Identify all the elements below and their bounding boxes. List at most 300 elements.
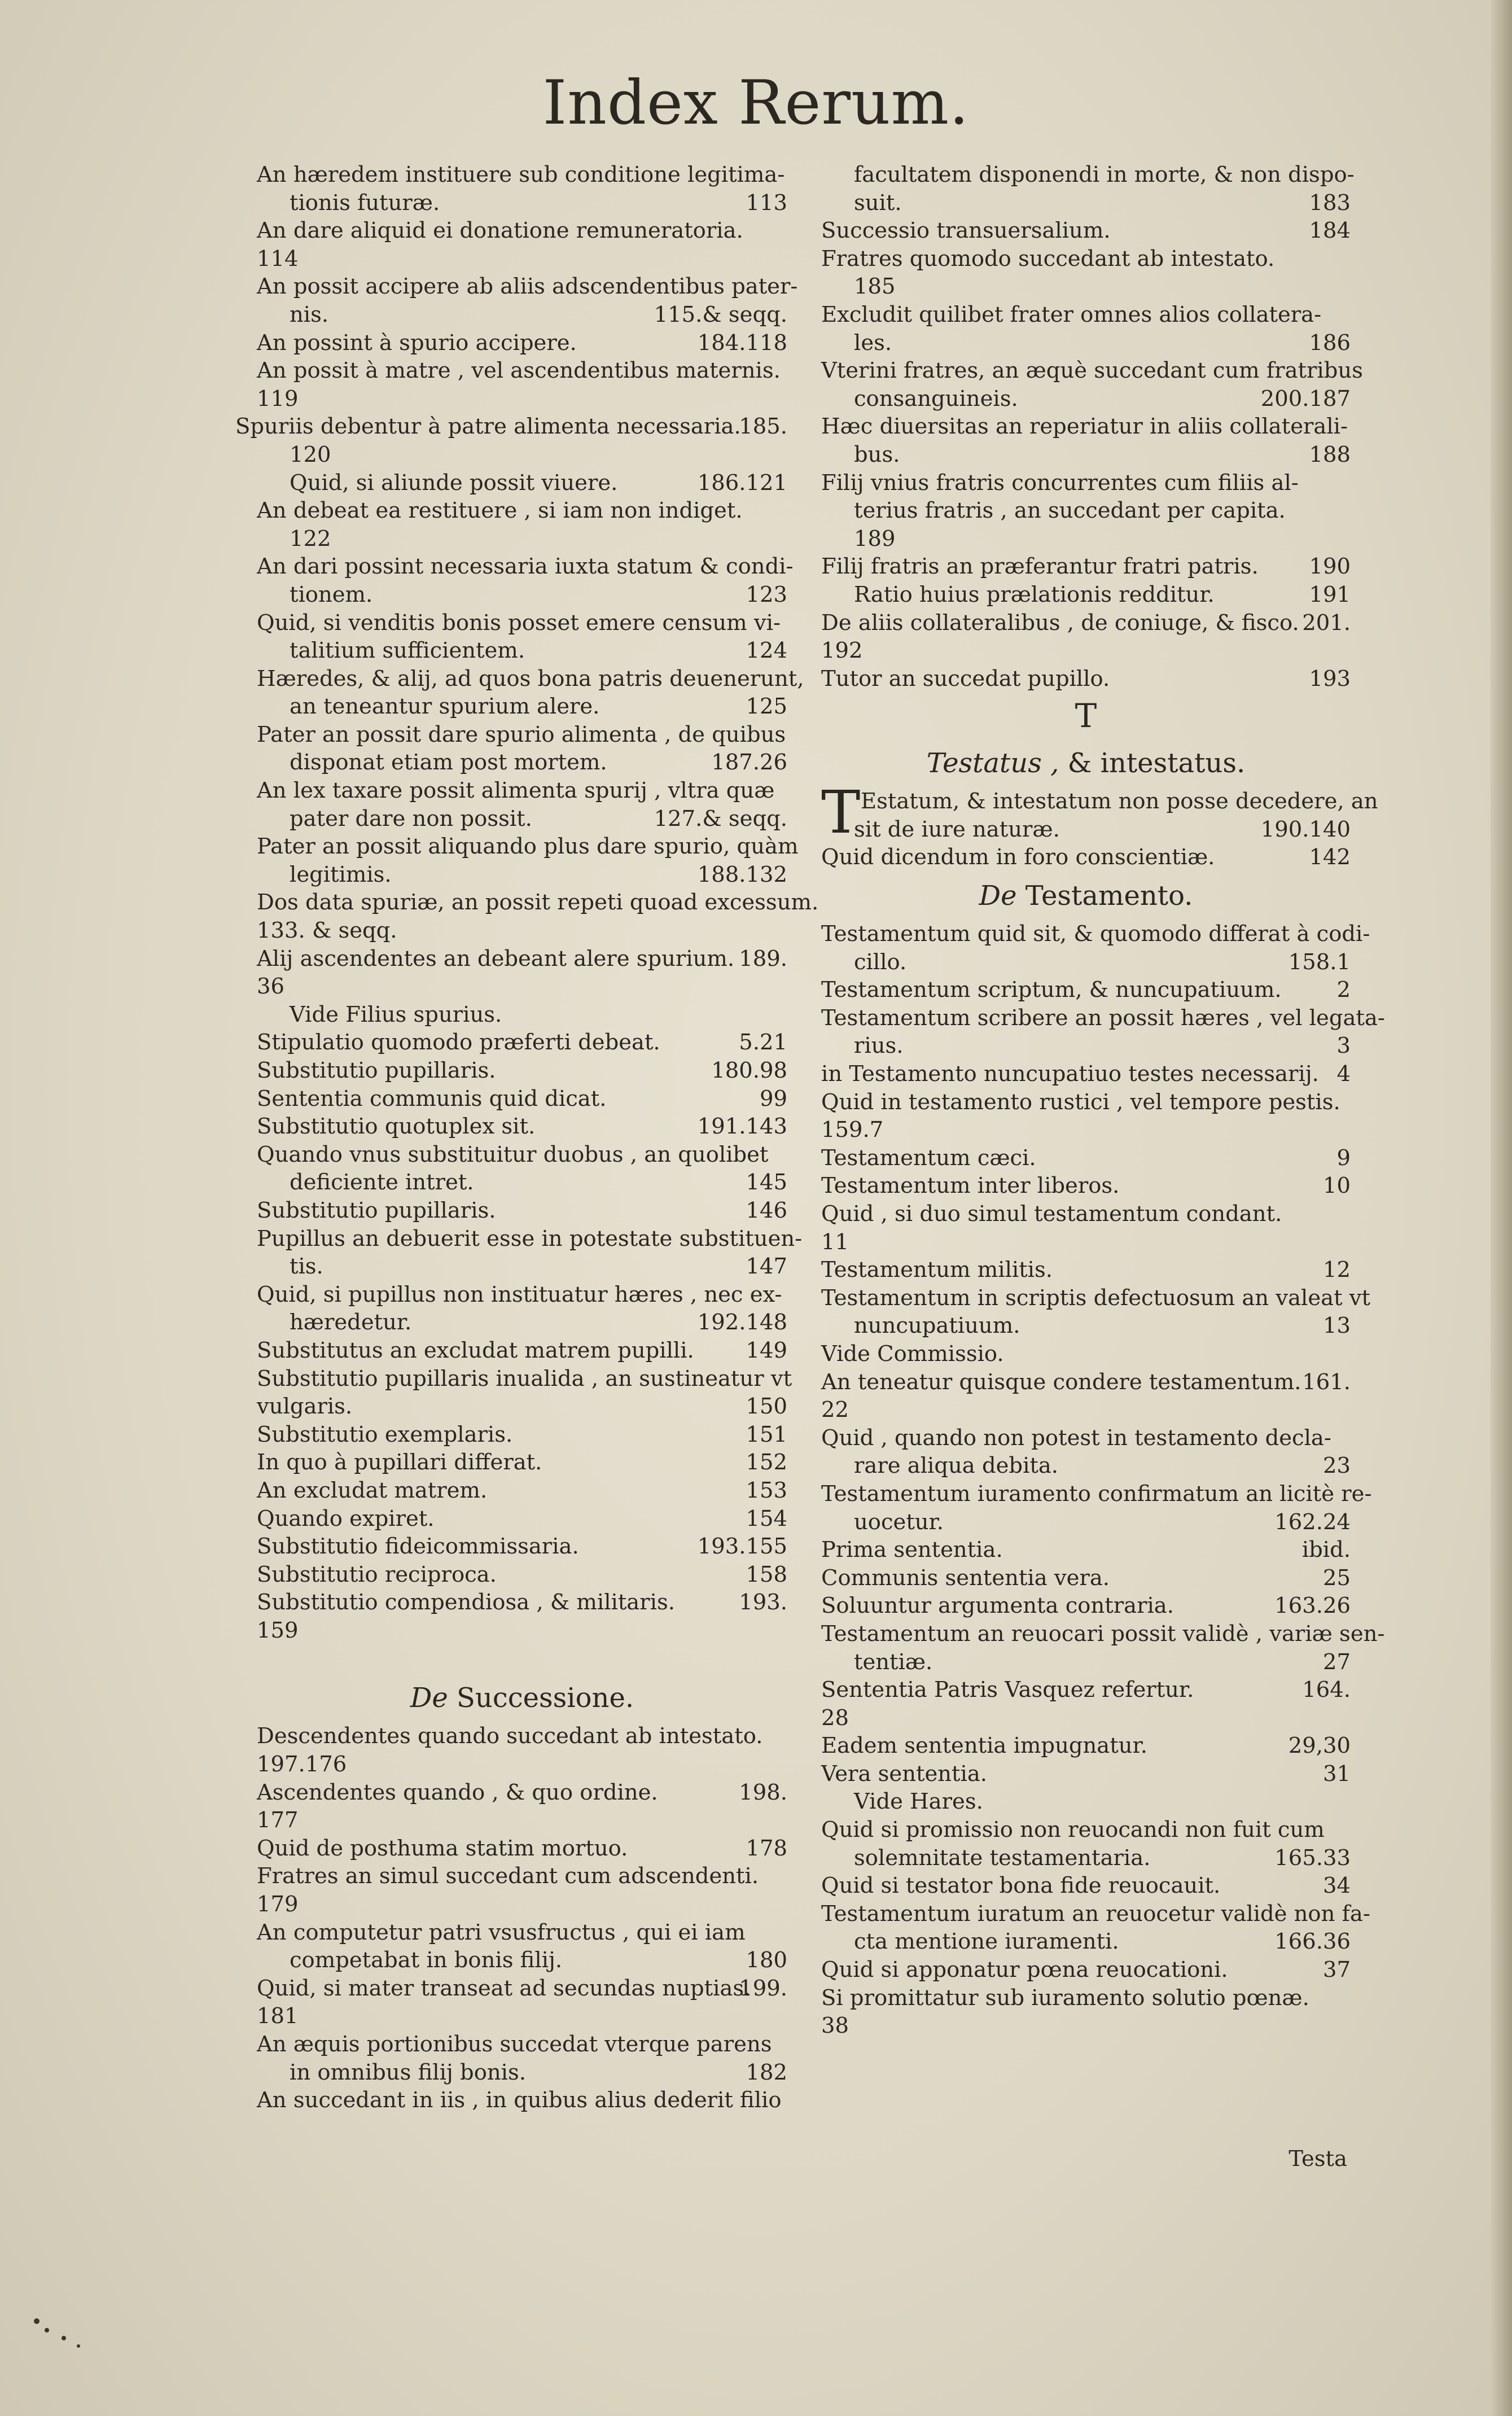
index-entry	[821, 1648, 1351, 1677]
index-entry	[821, 1788, 1351, 1816]
index-entry	[821, 1928, 1351, 1956]
entry-text: Vterini fratres, an æquè succedant cum fratribus	[821, 358, 1363, 384]
section-heading	[821, 739, 1351, 787]
entry-text: De aliis collateralibus , de coniuge, & fisco.	[821, 610, 1299, 636]
index-entry	[257, 721, 787, 749]
index-entry	[821, 1872, 1351, 1900]
index-entry	[821, 816, 1351, 844]
entry-text: Alij ascendentes an debeant alere spurium.	[257, 946, 735, 971]
entry-text: Successio transuersalium.	[821, 218, 1111, 244]
index-entry	[257, 1890, 787, 1919]
entry-text: Dos data spuriæ, an possit repeti quoad excessum.	[257, 890, 819, 916]
entry-text: An hæredem instituere sub conditione legitima-	[257, 162, 785, 187]
entry-page-ref: 147	[746, 1254, 787, 1280]
entry-page-ref: 162.24	[1274, 1509, 1351, 1535]
index-entry	[257, 973, 787, 1001]
entry-page-ref: 145	[746, 1170, 787, 1196]
section-letter: T	[1075, 697, 1097, 736]
entry-text: Quid, si pupillus non instituatur hæres , nec ex-	[257, 1281, 782, 1307]
entry-text: pater dare non possit.	[290, 806, 532, 831]
entry-text: An possit accipere ab aliis adscendentibus pater-	[257, 274, 798, 300]
entry-page-ref: 13	[1323, 1313, 1351, 1339]
index-entry	[821, 1256, 1351, 1284]
index-entry	[821, 189, 1351, 217]
entry-page-ref: 154	[746, 1505, 787, 1531]
index-entry	[257, 1253, 787, 1281]
index-entry	[821, 385, 1351, 413]
index-entry	[257, 693, 787, 721]
entry-text: Substitutio fideicommissaria.	[257, 1534, 579, 1560]
entry-page-ref: 125	[746, 694, 787, 720]
index-entry	[821, 976, 1351, 1004]
index-entry	[257, 1365, 792, 1393]
index-entry	[257, 1421, 787, 1449]
entry-page-ref: 184.118	[697, 330, 787, 356]
entry-page-ref: 149	[746, 1337, 787, 1363]
entry-text: Tutor an succedat pupillo.	[821, 666, 1110, 691]
entry-text: An computetur patri vsusfructus , qui ei iam	[257, 1919, 746, 1945]
entry-page-ref: 164.	[1302, 1677, 1351, 1703]
entry-text: Quid , quando non potest in testamento decla-	[821, 1425, 1331, 1451]
entry-page-ref: 193.155	[697, 1534, 787, 1560]
entry-text: an teneantur spurium alere.	[290, 694, 600, 720]
catchword: Testa	[1289, 2146, 1347, 2172]
entry-text: Quando expiret.	[257, 1505, 435, 1531]
entry-text: Quid , si duo simul testamentum condant.	[821, 1201, 1282, 1227]
index-entry	[257, 805, 787, 833]
index-entry	[821, 497, 1351, 525]
index-entry	[821, 357, 1363, 385]
entry-text: Quid, si mater transeat ad secundas nuptias.	[257, 1975, 751, 2001]
entry-page-ref: 34	[1323, 1873, 1351, 1899]
entry-text: Substitutio reciproca.	[257, 1561, 497, 1587]
entry-text: An possit à matre , vel ascendentibus maternis.	[257, 358, 781, 384]
index-entry	[821, 1900, 1370, 1928]
section-heading-title: & intestatus.	[1067, 747, 1246, 780]
index-entry	[821, 665, 1351, 693]
entry-text: Testamentum inter liberos.	[821, 1173, 1120, 1199]
entry-text: Testamentum an reuocari possit validè , variæ sen-	[821, 1621, 1385, 1647]
entry-text: In quo à pupillari differat.	[257, 1450, 542, 1476]
entry-text: Sententia communis quid dicat.	[257, 1086, 607, 1111]
index-entry	[257, 553, 794, 581]
entry-text: disponat etiam post mortem.	[290, 750, 607, 776]
spacer	[257, 1644, 787, 1674]
entry-page-ref: 198.	[739, 1779, 787, 1805]
index-entry	[257, 1533, 787, 1561]
entry-page-ref: 3	[1336, 1033, 1351, 1059]
entry-page-ref: 113	[746, 190, 787, 216]
entry-text: Estatum, & intestatum non posse decedere, an	[861, 789, 1378, 815]
entry-text: Quid, si aliunde possit viuere.	[290, 470, 618, 496]
index-entry	[257, 1588, 787, 1617]
entry-text: Vide Hares.	[854, 1789, 983, 1815]
entry-text: vulgaris.	[257, 1394, 353, 1420]
section-heading-prefix: Testatus ,	[926, 747, 1059, 780]
entry-text: Testamentum scribere an possit hæres , vel legata-	[821, 1005, 1385, 1031]
entry-page-ref: 31	[1323, 1761, 1351, 1787]
entry-page-ref: 165.33	[1274, 1845, 1351, 1871]
index-entry	[257, 2002, 787, 2030]
index-entry	[821, 1760, 1351, 1788]
section-heading	[257, 1674, 787, 1722]
entry-text: Quid si promissio non reuocandi non fuit cum	[821, 1817, 1325, 1843]
section-heading-prefix: De	[979, 880, 1017, 912]
entry-text: Vide Filius spurius.	[290, 1001, 502, 1027]
entry-text: Testamentum quid sit, & quomodo differat à codi-	[821, 921, 1370, 947]
index-entry	[821, 301, 1351, 329]
entry-text: Substitutio compendiosa , & militaris.	[257, 1590, 675, 1616]
ink-specks	[31, 2309, 99, 2354]
entry-text: An lex taxare possit alimenta spurij , vltra quæ	[257, 778, 775, 804]
index-entry	[821, 843, 1351, 872]
entry-text: Vera sententia.	[821, 1761, 988, 1787]
entry-text: suit.	[854, 190, 902, 216]
index-entry	[257, 1141, 787, 1169]
index-entry	[821, 1340, 1351, 1368]
index-entry	[821, 1984, 1351, 2012]
index-entry	[821, 920, 1370, 948]
entry-text: Fratres quomodo succedant ab intestato.	[821, 246, 1275, 272]
index-entry	[821, 1424, 1351, 1452]
entry-page-ref: 153	[746, 1477, 787, 1503]
index-entry	[821, 1396, 1351, 1424]
index-entry	[821, 1564, 1351, 1592]
entry-text: 119	[257, 386, 299, 412]
entry-page-ref: 193	[1309, 666, 1351, 691]
index-entry	[257, 1722, 787, 1750]
entry-page-ref: 186	[1309, 330, 1351, 356]
index-entry	[257, 1750, 787, 1779]
entry-text: Testamentum militis.	[821, 1257, 1053, 1283]
entry-page-ref: 146	[746, 1197, 787, 1223]
index-entry	[257, 385, 787, 413]
entry-text: talitium sufficientem.	[290, 638, 525, 664]
entry-text: Substitutus an excludat matrem pupilli.	[257, 1337, 694, 1363]
index-entry	[821, 1592, 1351, 1620]
index-entry	[821, 1480, 1372, 1508]
index-entry	[257, 1197, 787, 1225]
index-entry	[257, 665, 804, 693]
index-entry	[257, 1806, 787, 1835]
entry-text: Testamentum scriptum, & nuncupatiuum.	[821, 977, 1282, 1003]
index-entry	[257, 609, 787, 637]
entry-page-ref: 151	[746, 1421, 787, 1447]
entry-text: Filij fratris an præferantur fratri patris.	[821, 554, 1259, 580]
entry-text: deficiente intret.	[290, 1170, 474, 1196]
entry-text: 159	[257, 1617, 299, 1643]
entry-text: An succedant in iis , in quibus alius dederit filio	[257, 2087, 782, 2113]
entry-text: rius.	[854, 1033, 904, 1059]
entry-page-ref: 190	[1309, 554, 1351, 580]
entry-text: 133. & seqq.	[257, 918, 397, 944]
entry-text: 159.7	[821, 1117, 884, 1143]
entry-text: Quid dicendum in foro conscientiæ.	[821, 844, 1215, 870]
entry-text: tionem.	[290, 581, 373, 607]
index-entry	[257, 861, 787, 889]
entry-text: 38	[821, 2013, 849, 2039]
entry-text: Vide Commissio.	[821, 1341, 1004, 1367]
entry-text: 185	[854, 274, 896, 300]
section-heading-title: Testamento.	[1025, 880, 1193, 912]
entry-text: An excludat matrem.	[257, 1477, 488, 1503]
index-entry	[821, 1704, 1351, 1732]
index-column-right	[821, 161, 1385, 2040]
index-entry	[821, 1620, 1385, 1648]
index-entry	[257, 833, 799, 861]
index-entry	[821, 1228, 1351, 1257]
entry-text: terius fratris , an succedant per capita.	[854, 498, 1286, 524]
index-entry	[257, 441, 787, 469]
entry-text: solemnitate testamentaria.	[854, 1845, 1151, 1871]
entry-page-ref: 183	[1309, 190, 1351, 216]
index-entry	[821, 525, 1351, 553]
index-entry	[821, 1004, 1385, 1032]
index-entry	[257, 1862, 787, 1890]
index-entry	[257, 189, 787, 217]
index-entry	[257, 1505, 787, 1533]
index-entry	[821, 1116, 1351, 1144]
entry-text: legitimis.	[290, 861, 392, 887]
index-entry	[821, 217, 1351, 245]
entry-text: Descendentes quando succedant ab intestato.	[257, 1723, 763, 1749]
entry-text: cta mentione iuramenti.	[854, 1929, 1119, 1955]
entry-page-ref: 152	[746, 1450, 787, 1476]
entry-text: bus.	[854, 441, 900, 467]
entry-text: rare aliqua debita.	[854, 1453, 1059, 1479]
entry-text: tentiæ.	[854, 1649, 933, 1675]
index-entry	[821, 1172, 1351, 1200]
entry-page-ref: 192.148	[697, 1310, 787, 1336]
entry-page-ref: 189.	[739, 946, 787, 971]
index-entry	[257, 1168, 787, 1197]
entry-page-ref: 5.21	[739, 1030, 787, 1056]
index-entry	[821, 609, 1351, 637]
entry-text: Testamentum in scriptis defectuosum an valeat vt	[821, 1285, 1371, 1311]
index-entry	[821, 1368, 1351, 1397]
entry-page-ref: 37	[1323, 1957, 1351, 1983]
entry-page-ref: 115.& seqq.	[654, 301, 787, 327]
entry-text: 11	[821, 1229, 849, 1255]
entry-page-ref: 166.36	[1274, 1929, 1351, 1955]
entry-text: Fratres an simul succedant cum adscendenti.	[257, 1863, 759, 1889]
index-entry	[257, 497, 787, 525]
index-entry	[821, 161, 1355, 189]
entry-text: Spuriis debentur à patre alimenta necessaria.	[235, 414, 741, 440]
entry-text: Substitutio pupillaris.	[257, 1197, 496, 1223]
entry-text: Hæredes, & alij, ad quos bona patris deuenerunt,	[257, 666, 804, 691]
entry-page-ref: 124	[746, 638, 787, 664]
entry-text: Substitutio exemplaris.	[257, 1421, 513, 1447]
entry-text: Hæc diuersitas an reperiatur in aliis collaterali-	[821, 414, 1348, 440]
page-title: Index Rerum.	[542, 68, 970, 138]
entry-page-ref: 188	[1309, 441, 1351, 467]
index-entry	[821, 1816, 1351, 1844]
entry-page-ref: 12	[1323, 1257, 1351, 1283]
entry-page-ref: 9	[1336, 1145, 1351, 1171]
entry-text: Eadem sententia impugnatur.	[821, 1733, 1147, 1759]
entry-page-ref: 193.	[739, 1590, 787, 1616]
page-edge	[1491, 0, 1512, 2416]
index-entry	[821, 637, 1351, 665]
entry-text: sit de iure naturæ.	[854, 816, 1060, 842]
entry-page-ref: 182	[746, 2059, 787, 2085]
index-entry	[257, 1561, 787, 1589]
entry-text: Quid, si venditis bonis posset emere censum vi-	[257, 610, 781, 636]
entry-page-ref: 4	[1336, 1061, 1351, 1087]
entry-text: An debeat ea restituere , si iam non indiget.	[257, 498, 743, 524]
index-entry	[257, 1225, 803, 1253]
entry-page-ref: 184	[1309, 218, 1351, 244]
entry-text: Pater an possit dare spurio alimenta , de quibus	[257, 721, 786, 747]
entry-text: Quid in testamento rustici , vel tempore pestis.	[821, 1089, 1340, 1115]
index-entry	[821, 1536, 1351, 1564]
index-entry	[821, 1676, 1351, 1704]
entry-text: 114	[257, 246, 299, 272]
entry-text: 36	[257, 974, 284, 1000]
entry-text: 192	[821, 638, 863, 664]
index-entry	[257, 1001, 787, 1029]
entry-page-ref: 29,30	[1288, 1733, 1351, 1759]
entry-page-ref: 200.187	[1260, 386, 1351, 412]
index-entry	[257, 1085, 787, 1113]
entry-text: 28	[821, 1705, 849, 1731]
entry-page-ref: 187.26	[711, 750, 787, 776]
entry-text: Communis sententia vera.	[821, 1565, 1110, 1591]
index-entry	[257, 273, 798, 301]
entry-page-ref: 10	[1323, 1173, 1351, 1199]
index-entry	[821, 1844, 1351, 1872]
entry-page-ref: 27	[1323, 1649, 1351, 1675]
index-entry	[257, 2030, 787, 2059]
entry-text: Sententia Patris Vasquez refertur.	[821, 1677, 1194, 1703]
entry-page-ref: 199.	[739, 1975, 787, 2001]
index-entry	[821, 469, 1351, 497]
entry-text: consanguineis.	[854, 386, 1018, 412]
index-entry	[257, 945, 787, 973]
index-entry	[821, 2012, 1351, 2040]
entry-page-ref: 191	[1309, 581, 1351, 607]
index-entry	[257, 1113, 787, 1141]
section-heading	[821, 872, 1351, 920]
index-entry	[821, 1284, 1371, 1312]
index-entry	[257, 217, 787, 245]
index-entry	[257, 357, 787, 385]
entry-text: Substitutio pupillaris.	[257, 1058, 496, 1083]
index-entry	[821, 1956, 1351, 1984]
entry-text: nuncupatiuum.	[854, 1313, 1020, 1339]
index-entry	[257, 1448, 787, 1477]
index-entry	[257, 525, 787, 553]
entry-text: Ascendentes quando , & quo ordine.	[257, 1779, 658, 1805]
index-entry	[821, 553, 1351, 581]
index-entry	[821, 1732, 1351, 1760]
entry-text: 179	[257, 1892, 299, 1918]
entry-page-ref: 191.143	[697, 1114, 787, 1140]
index-entry	[821, 1508, 1351, 1537]
index-entry	[821, 1312, 1351, 1340]
entry-text: Testamentum iuramento confirmatum an licitè re-	[821, 1481, 1372, 1507]
index-entry	[257, 1975, 787, 2003]
entry-page-ref: 185.	[739, 414, 787, 440]
index-entry	[257, 1617, 787, 1645]
entry-text: 22	[821, 1397, 849, 1423]
index-entry	[257, 637, 787, 665]
entry-text: Si promittatur sub iuramento solutio pœnæ.	[821, 1985, 1309, 2011]
index-entry	[257, 1835, 787, 1863]
entry-text: Soluuntur argumenta contraria.	[821, 1593, 1174, 1619]
entry-text: hæredetur.	[290, 1310, 412, 1336]
entry-text: nis.	[290, 301, 329, 327]
index-entry	[257, 749, 787, 777]
entry-text: Substitutio quotuplex sit.	[257, 1114, 536, 1140]
section-heading-title: Successione.	[457, 1682, 634, 1714]
entry-page-ref: 188.132	[697, 861, 787, 887]
entry-text: Quid de posthuma statim mortuo.	[257, 1835, 628, 1861]
entry-text: tis.	[290, 1254, 323, 1280]
index-entry	[235, 413, 787, 441]
entry-text: tionis futuræ.	[290, 190, 440, 216]
index-entry	[257, 1028, 787, 1057]
index-entry	[821, 329, 1351, 357]
entry-page-ref: 25	[1323, 1565, 1351, 1591]
drop-cap: T	[821, 778, 861, 847]
entry-page-ref: 23	[1323, 1453, 1351, 1479]
entry-text: Pater an possit aliquando plus dare spurio, quàm	[257, 834, 799, 860]
entry-text: Quid si testator bona fide reuocauit.	[821, 1873, 1221, 1899]
entry-text: in Testamento nuncupatiuo testes necessarij.	[821, 1061, 1319, 1087]
index-entry	[257, 245, 787, 273]
index-entry	[257, 1281, 787, 1309]
entry-text: 181	[257, 2003, 299, 2029]
entry-text: Filij vnius fratris concurrentes cum filiis al-	[821, 470, 1299, 496]
entry-text: An teneatur quisque condere testamentum.	[821, 1369, 1301, 1395]
index-entry	[821, 413, 1351, 441]
index-entry	[257, 469, 787, 497]
index-entry	[257, 329, 787, 357]
entry-text: Stipulatio quomodo præferti debeat.	[257, 1030, 660, 1056]
index-entry	[821, 1088, 1351, 1117]
entry-text: Testamentum iuratum an reuocetur validè non fa-	[821, 1901, 1370, 1927]
index-entry	[257, 1057, 787, 1085]
entry-text: An possint à spurio accipere.	[257, 330, 577, 356]
entry-text: cillo.	[854, 949, 907, 975]
entry-text: Pupillus an debuerit esse in potestate substituen-	[257, 1225, 803, 1251]
entry-page-ref: 158.1	[1288, 949, 1351, 975]
entry-page-ref: 2	[1336, 977, 1351, 1003]
entry-text: 120	[290, 441, 331, 467]
entry-text: Prima sententia.	[821, 1537, 1003, 1563]
entry-page-ref: 186.121	[697, 470, 787, 496]
entry-text: Quando vnus substituitur duobus , an quolibet	[257, 1141, 769, 1167]
entry-text: An dare aliquid ei donatione remuneratoria.	[257, 218, 743, 244]
index-entry	[821, 948, 1351, 977]
entry-page-ref: 150	[746, 1394, 787, 1420]
index-entry	[257, 581, 787, 609]
index-entry	[257, 1779, 787, 1807]
entry-page-ref: 180	[746, 1947, 787, 1973]
entry-text: Excludit quilibet frater omnes alios collatera-	[821, 301, 1322, 327]
entry-page-ref: 158	[746, 1561, 787, 1587]
entry-text: les.	[854, 330, 892, 356]
entry-text: An dari possint necessaria iuxta statum & condi-	[257, 554, 794, 580]
index-entry	[257, 1337, 787, 1365]
index-entry	[257, 777, 787, 805]
entry-text: 177	[257, 1807, 299, 1833]
entry-text: 197.176	[257, 1752, 347, 1778]
entry-text: Testamentum cæci.	[821, 1145, 1036, 1171]
entry-page-ref: 201.	[1302, 610, 1351, 636]
